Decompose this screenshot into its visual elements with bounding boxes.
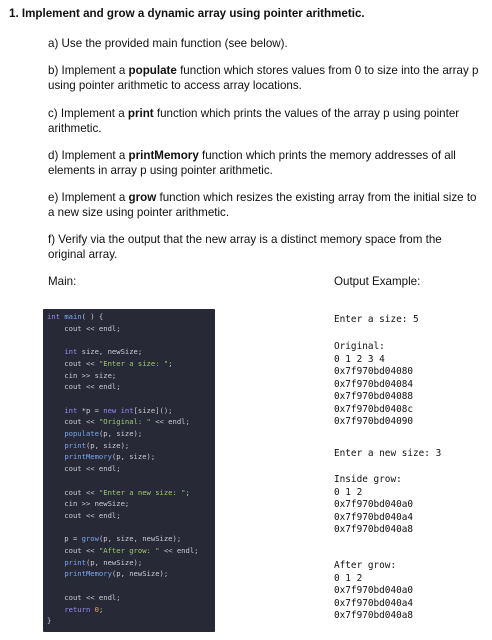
code-line: return 0;	[64, 604, 104, 614]
item-f-text: f) Verify via the output that the new array is a distinct memory space from the original array.	[48, 233, 442, 261]
item-c-post: function which prints the values of the array p using pointer arithmetic.	[48, 107, 460, 135]
code-line: p = grow(p, size, newSize);	[47, 534, 182, 544]
item-b-keyword: populate	[128, 64, 177, 77]
question-title: 1. Implement and grow a dynamic array using pointer arithmetic.	[9, 7, 365, 20]
item-d-post: function which prints the memory addresses of all elements in array p using pointer arithmetic.	[48, 149, 456, 177]
code-line: cout << endl;	[47, 323, 121, 333]
code-line: cin >> size;	[47, 370, 117, 380]
item-a	[48, 36, 480, 51]
item-e-post: function which resizes the existing array from the initial size to a new size using pointer arithmetic.	[48, 191, 477, 219]
item-c	[48, 106, 480, 136]
code-line: cout << endl;	[47, 382, 121, 392]
item-e	[48, 190, 480, 220]
code-line: }	[47, 616, 52, 626]
item-d	[48, 148, 480, 178]
code-line: cout << endl;	[47, 592, 121, 602]
code-line: printMemory(p, size);	[64, 452, 156, 462]
output-after-grow: After grow: 0 1 2 0x7f970bd040a0 0x7f970bd040a4 0x7f970bd040a8	[334, 560, 414, 621]
code-line: int main( ) {	[47, 312, 104, 321]
item-c-pre: c) Implement a	[48, 107, 128, 120]
item-c-keyword: print	[127, 107, 154, 120]
code-line: cout << endl;	[47, 464, 121, 474]
output-inside-grow: Inside grow: 0 1 2 0x7f970bd040a0 0x7f970bd040a4 0x7f970bd040a8	[334, 474, 414, 535]
main-label: Main:	[48, 275, 77, 288]
item-b-pre: b) Implement a	[48, 64, 129, 77]
item-b-post: function which stores values from 0 to size into the array p using pointer arithmetic to access array locations.	[48, 64, 479, 92]
code-line: populate(p, size);	[64, 429, 143, 438]
output-enter-new-size: Enter a new size: 3	[334, 448, 442, 459]
item-d-keyword: printMemory	[128, 149, 199, 162]
item-e-keyword: grow	[128, 191, 157, 204]
code-block	[43, 309, 215, 632]
code-line: cout << "After grow: " << endl;	[47, 546, 199, 555]
output-enter-size: Enter a size: 5	[334, 314, 419, 325]
code-line: printMemory(p, newSize);	[64, 569, 169, 579]
code-line: print(p, newSize);	[64, 557, 143, 567]
code-line: cout << "Original: " << endl;	[47, 417, 190, 427]
output-original: Original: 0 1 2 3 4 0x7f970bd04080 0x7f970bd04084 0x7f970bd04088 0x7f970bd0408c 0x7f970bd04090	[334, 341, 414, 427]
output-label: Output Example:	[334, 275, 421, 288]
item-e-pre: e) Implement a	[48, 191, 129, 204]
code-line: cout << endl;	[47, 510, 121, 520]
code-line: cin >> newSize;	[47, 499, 130, 509]
code-line: int *p = new int[size]();	[64, 405, 173, 415]
code-line: int size, newSize;	[64, 347, 143, 357]
code-line: print(p, size);	[64, 440, 130, 450]
item-a-text: a) Use the provided main function (see below).	[48, 37, 288, 50]
item-b	[48, 63, 480, 93]
item-f	[48, 232, 480, 262]
item-d-pre: d) Implement a	[48, 149, 129, 162]
code-line: cout << "Enter a new size: ";	[47, 487, 190, 497]
code-line: cout << "Enter a size: ";	[47, 358, 173, 368]
